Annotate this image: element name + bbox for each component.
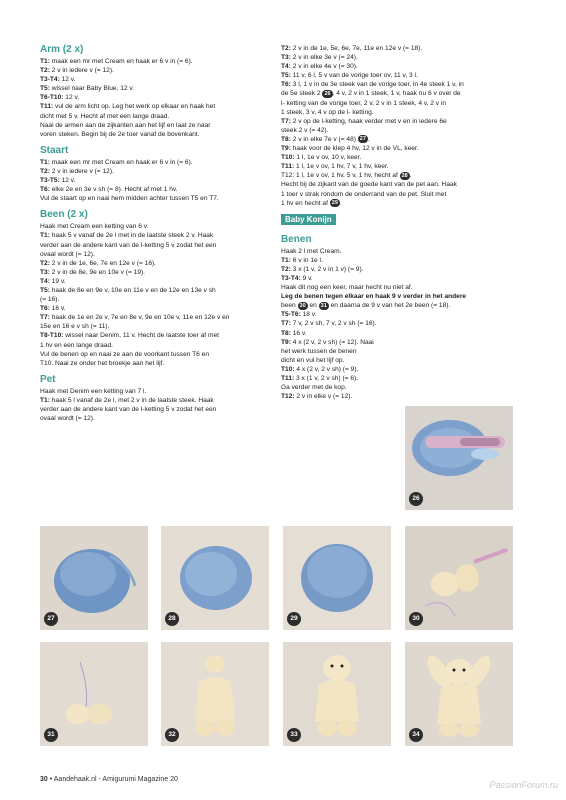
instruction-text: Hecht bij de zijkant van de goede kant van de pet aan. Haak [281, 181, 457, 189]
instruction-text: ovaal wordt (= 12). [40, 250, 95, 258]
instruction-text: Haak met Cream een ketting van 6 v. [40, 223, 149, 231]
instruction-line [281, 89, 519, 98]
photo-30 [405, 526, 513, 630]
instruction-line [40, 130, 272, 139]
instruction-text: Haak 2 l met Cream. [281, 247, 342, 255]
instruction-text: Haak met Denim een ketting van 7 l. [40, 387, 147, 395]
instruction-line [281, 310, 519, 319]
instruction-text: 12 v. [59, 76, 76, 84]
photo-number-30: 30 [409, 612, 423, 626]
round-label: T9: [281, 145, 291, 153]
photo-29 [283, 526, 391, 630]
right-column [281, 44, 519, 401]
instruction-line [40, 250, 272, 259]
round-label: T11: [281, 375, 295, 382]
instruction-text: 1 hv en een lange draad. [40, 341, 113, 349]
instruction-line [40, 158, 272, 167]
instruction-text: 3 x (1 v, 2 v in 1 v) (= 9). [290, 265, 364, 273]
round-label: T5: [40, 286, 50, 294]
photo-number-31: 31 [44, 728, 58, 742]
instruction-line [281, 153, 519, 162]
instruction-text: T12: 1 l, 1e v ov, 1 hv, 5 v, 1 hv, hecht af [281, 172, 400, 180]
round-label: T4: [40, 277, 50, 285]
instruction-text: 9 v. [300, 274, 313, 282]
instruction-text: maak een mr met Cream en haak er 6 v in (= 6). [49, 158, 193, 166]
instruction-line [281, 117, 519, 126]
instruction-line [281, 347, 519, 356]
instruction-line [40, 350, 272, 359]
photo-number-27: 27 [44, 612, 58, 626]
instruction-text: 12 v. [59, 177, 76, 185]
instruction-line [281, 365, 519, 374]
instruction-text: verder aan de andere kant van de l-ketting 5 v zodat het een [40, 406, 217, 413]
instruction-line [40, 75, 272, 84]
instruction-line [40, 176, 272, 185]
round-label: T10: [281, 154, 295, 162]
instruction-line [281, 356, 519, 365]
instruction-line [40, 93, 272, 102]
instruction-line [281, 283, 519, 292]
instruction-text: dicht en vul het lijf op. [281, 356, 345, 364]
instruction-line [281, 338, 519, 347]
round-label: T8-T10: [40, 332, 64, 340]
instruction-line [40, 414, 272, 423]
photo-number-34: 34 [409, 728, 423, 742]
instruction-text: haak 5 v vanaf de 2e l met in de laatste steek 2 v. Haak [49, 232, 214, 240]
instruction-line [40, 185, 272, 194]
photo-26 [405, 406, 513, 510]
instruction-line [40, 313, 272, 322]
instruction-text: Vul de benen op en naai ze aan de voorkant tussen T6 en [40, 350, 209, 358]
instruction-text: en [307, 302, 319, 310]
instruction-text: 4 x (2 v, 2 v sh) (= 9). [294, 365, 359, 373]
instruction-line [281, 256, 519, 265]
page-footer [40, 776, 178, 783]
instruction-text: 2 v op de l-ketting, haak verder met v en in iedere 6e [290, 117, 447, 125]
instruction-text: 1 hv en hecht af [281, 199, 330, 207]
instruction-text: 11 v, 6 l, 5 v van de vorige toer ov, 11 v, 3 l. [290, 72, 418, 80]
instruction-text: T10. Naai ze onder het broekje aan het lijf. [40, 359, 165, 367]
instruction-line [40, 322, 272, 331]
instruction-text: 7 v, 2 v sh, 7 v, 2 v sh (= 16). [290, 320, 377, 328]
photo-reference-badge: 27 [359, 136, 366, 143]
instruction-text: voren steken. Begin bij de 2e toer vanaf de bovenkant. [40, 130, 200, 138]
instruction-text: Naai de armen aan de zijkanten aan het lijf en laat ze naar [40, 121, 211, 129]
instruction-line [40, 121, 272, 130]
instruction-text: 18 v. [300, 311, 317, 319]
photo-number-28: 28 [165, 612, 179, 626]
round-label: T3-T4: [40, 76, 60, 84]
round-label: T9: [281, 338, 291, 346]
instruction-line [40, 277, 272, 286]
instruction-line [281, 180, 519, 189]
round-label: T11: [281, 163, 295, 171]
instruction-text: steek 2 v (= 42). [281, 126, 329, 134]
photo-reference-badge: 30 [299, 302, 306, 309]
instruction-text: 1 toer v strak rondom de onderrand van de pet. Sluit met [281, 190, 447, 198]
section-heading: Been (2 x) [40, 209, 88, 221]
section-heading: Staart [40, 144, 69, 156]
instruction-line [281, 199, 519, 208]
instruction-text: maak een mr met Cream en haak er 6 v in (= 6). [49, 58, 193, 65]
photo-reference-badge: 26 [324, 90, 331, 97]
round-label: T5: [40, 85, 50, 93]
instruction-line [281, 190, 519, 199]
instruction-line [40, 84, 272, 93]
instruction-line [40, 286, 272, 295]
photo-number-26: 26 [409, 492, 423, 506]
instruction-line [40, 359, 272, 368]
photo-32 [161, 642, 269, 746]
instruction-text: . [339, 199, 342, 207]
instruction-text: l- ketting van de vorige toer, 2 v, 2 v in 1 steek, 4 v, 2 v in [281, 99, 447, 107]
instruction-line [40, 259, 272, 268]
instruction-line [281, 374, 519, 383]
instruction-line [281, 126, 519, 135]
instruction-line [281, 265, 519, 274]
left-column [40, 44, 272, 423]
instruction-text: haak de 8e en 9e v, 10e en 11e v en de 12e en 13e v sh [49, 286, 216, 294]
photo-reference-badge: 31 [320, 302, 327, 309]
instruction-line [281, 329, 519, 338]
instruction-text: vul de arm licht op. Leg het werk op elkaar en haak het [53, 103, 216, 111]
instruction-line [281, 274, 519, 283]
instruction-text: 2 v in de 1e, 5e, 6e, 7e, 11e en 12e v (= 18). [290, 45, 423, 52]
instruction-text: 1 l, 1e v ov, 1 hv, 7 v, 1 hv, keer. [294, 163, 389, 171]
instruction-text: 2 v in elke v (= 12). [294, 393, 353, 401]
instruction-line [281, 80, 519, 89]
instruction-text: ovaal wordt (= 12). [40, 415, 95, 423]
instruction-text: 4 x (2 v, 2 v sh) (= 12). Naai [290, 338, 374, 346]
instruction-line [281, 135, 519, 144]
instruction-line [40, 222, 272, 231]
round-label: T3-T4: [281, 274, 301, 282]
watermark: PassionForum.ru [489, 780, 558, 790]
round-label: T6-T10: [40, 94, 64, 102]
instruction-text: 2 v in de 1e, 6e, 7e en 12e v (= 16). [49, 259, 157, 267]
instruction-line [40, 341, 272, 350]
instruction-line [281, 383, 519, 392]
instruction-line [281, 301, 519, 310]
round-label: T1: [40, 232, 50, 240]
footer-bullet: • [49, 776, 53, 783]
instruction-line [40, 331, 272, 340]
instruction-text: 12 v. [63, 94, 80, 102]
instruction-line [40, 268, 272, 277]
instruction-line [281, 144, 519, 153]
section-heading: Pet [40, 373, 56, 385]
instruction-text: Ga verder met de kop. [281, 384, 347, 392]
round-label: T3: [40, 268, 50, 276]
round-label: T2: [40, 167, 50, 175]
instruction-line [281, 99, 519, 108]
round-label: T3-T5: [40, 177, 60, 185]
instruction-text: 16 v. [49, 305, 66, 313]
round-label: T1: [281, 256, 291, 264]
instruction-line [40, 231, 272, 240]
photo-number-29: 29 [287, 612, 301, 626]
round-label: T11: [40, 103, 54, 111]
photo-34 [405, 642, 513, 746]
photo-reference-badge: 28 [401, 172, 408, 179]
instruction-line [281, 71, 519, 80]
round-label: T6: [40, 186, 50, 194]
instruction-text: 3 x (1 v, 2 v sh) (= 6). [294, 375, 359, 382]
instruction-text: 1 l, 1e v ov, 10 v, keer. [294, 154, 362, 162]
instruction-line [40, 396, 272, 405]
instruction-text: 16 v. [290, 329, 307, 337]
instruction-text: . [409, 172, 412, 180]
round-label: T5: [281, 72, 291, 80]
round-label: T7: [40, 314, 50, 322]
instruction-text: 6 v in 1e l. [290, 256, 323, 264]
photo-27 [40, 526, 148, 630]
instruction-text: . [367, 135, 370, 143]
instruction-text: haak voor de klep 4 hv, 12 v in de VL, keer. [290, 145, 419, 153]
instruction-line [281, 108, 519, 117]
instruction-text: (= 16). [40, 296, 60, 304]
round-label: T6: [281, 81, 291, 89]
round-label: T1: [40, 158, 50, 166]
round-label: T2: [40, 259, 50, 267]
footer-publication: Aandehaak.nl - Amigurumi Magazine 20 [53, 776, 178, 783]
instruction-text: 1 steek, 3 v, 4 v op de l- ketting. [281, 108, 374, 116]
photo-28 [161, 526, 269, 630]
instruction-line [281, 292, 519, 301]
round-label: T7: [281, 320, 291, 328]
instruction-line [40, 57, 272, 66]
instruction-text: , 4 v, 2 v in 1 steek, 1 v, haak nu 6 v over de [332, 90, 461, 98]
round-label: T1: [40, 396, 50, 404]
section-tag: Baby Konijn [281, 214, 336, 225]
instruction-line [281, 319, 519, 328]
instruction-text: Leg de benen tegen elkaar en haak 9 v verder in het andere [281, 293, 467, 301]
instruction-line [281, 53, 519, 62]
instruction-text: elke 2e en 3e v sh (= 8). Hecht af met 1 hv. [49, 186, 178, 194]
instruction-text: dicht met 5 v. Hecht af met een lange draad. [40, 112, 170, 120]
instruction-text: 2 v in de 8e, 9e en 10e v (= 19). [49, 268, 146, 276]
round-label: T2: [281, 265, 291, 273]
instruction-text: wissel naar Baby Blue, 12 v. [49, 85, 135, 93]
instruction-line [40, 66, 272, 75]
instruction-text: 2 v in iedere v (= 12). [49, 167, 114, 175]
instruction-text: Vul de staart op en naai hem midden achter tussen T5 en T7. [40, 195, 219, 203]
photo-reference-badge: 29 [331, 199, 338, 206]
instruction-text: haak de 1e en 2e v, 7e en 8e v, 9e en 10e v, 11e en 12e v en [49, 314, 230, 322]
instruction-text: been [281, 302, 298, 310]
instruction-text: de 5e steek 2 [281, 90, 323, 98]
instruction-line [281, 162, 519, 171]
round-label: T5-T6: [281, 311, 301, 319]
instruction-line [281, 44, 519, 53]
instruction-line [281, 392, 519, 401]
instruction-line [281, 62, 519, 71]
instruction-line [40, 112, 272, 121]
round-label: T3: [281, 54, 291, 62]
photo-33 [283, 642, 391, 746]
instruction-line [40, 241, 272, 250]
instruction-text: 19 v. [49, 277, 66, 285]
round-label: T8: [281, 329, 291, 337]
instruction-text: en daarna de 9 v van het 2e been (= 18). [328, 302, 451, 310]
instruction-text: Haak dit nog een keer, maar hecht nu niet af. [281, 284, 413, 292]
instruction-line [281, 247, 519, 256]
instruction-line [40, 405, 272, 414]
round-label: T12: [281, 393, 295, 401]
instruction-line [40, 387, 272, 396]
instruction-line [40, 194, 272, 203]
instruction-line [281, 171, 519, 180]
round-label: T8: [281, 135, 291, 143]
round-label: T7: [281, 117, 291, 125]
instruction-text: 2 v in elke 4e v (= 30). [290, 63, 358, 71]
photo-31 [40, 642, 148, 746]
round-label: T2: [281, 45, 291, 52]
instruction-line [40, 295, 272, 304]
round-label: T2: [40, 67, 50, 75]
instruction-text: 3 l, 1 v in de 3e steek van de vorige toer, in 4e steek 1 v, in [290, 81, 464, 89]
instruction-text: 2 v in elke 3e v (= 24). [290, 54, 358, 62]
page-number: 30 [40, 776, 48, 783]
section-heading: Arm (2 x) [40, 44, 84, 55]
photo-number-33: 33 [287, 728, 301, 742]
section-heading: Benen [281, 233, 312, 245]
instruction-text: 15e en 16 e v sh (= 11). [40, 323, 110, 331]
round-label: T6: [40, 305, 50, 313]
instruction-line [40, 167, 272, 176]
instruction-text: wissel naar Denim, 11 v. Hecht de laatste toer af met [63, 332, 219, 340]
photo-number-32: 32 [165, 728, 179, 742]
instruction-text: 2 v in elke 7e v (= 48) [290, 135, 358, 143]
round-label: T4: [281, 63, 291, 71]
instruction-line [40, 304, 272, 313]
instruction-line [40, 102, 272, 111]
instruction-text: 2 v in iedere v (= 12). [49, 67, 114, 75]
round-label: T10: [281, 365, 295, 373]
instruction-text: verder aan de andere kant van de l-ketting 5 v zodat het een [40, 241, 217, 249]
round-label: T1: [40, 58, 50, 65]
instruction-text: haak 5 l vanaf de 2e l, met 2 v in de laatste steek. Haak [49, 396, 214, 404]
instruction-text: het werk tussen de benen [281, 347, 357, 355]
